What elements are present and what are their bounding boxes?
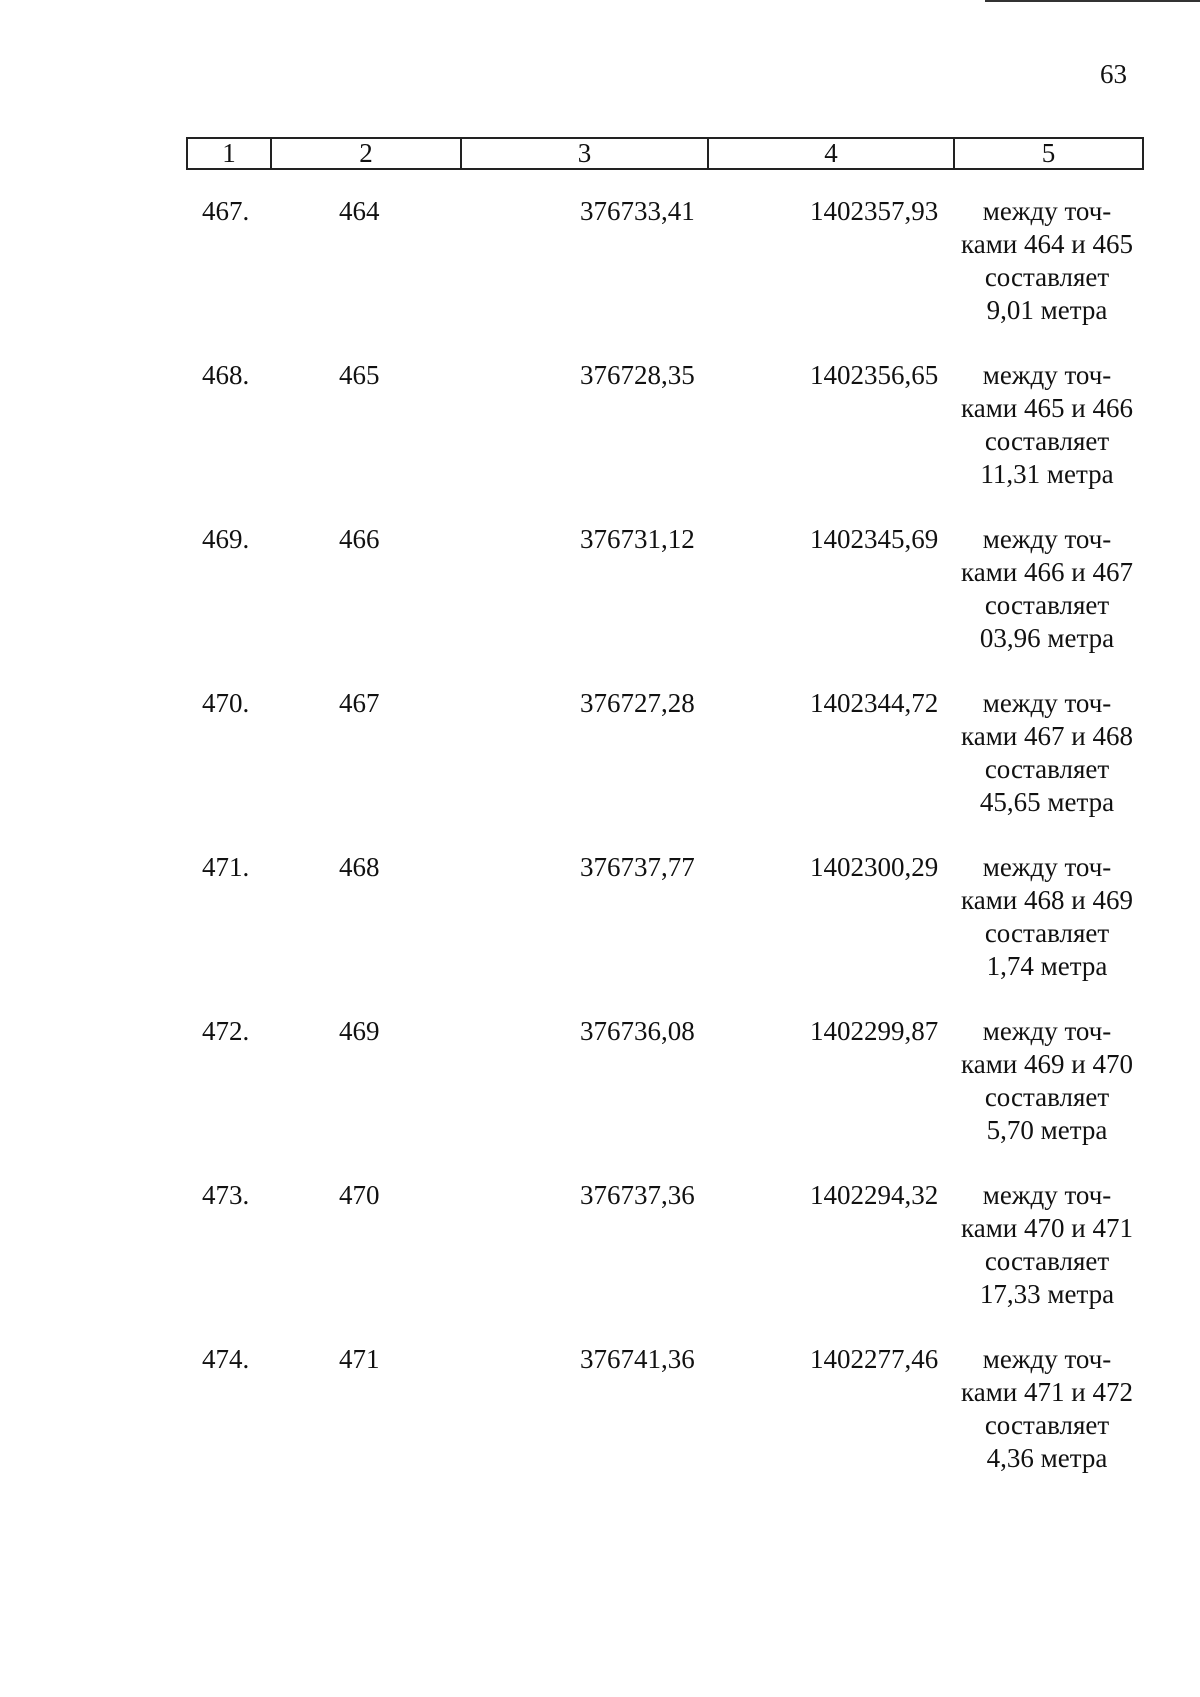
row-number: 473. — [202, 1180, 250, 1210]
header-cell-1: 1 — [188, 139, 272, 168]
x-coordinate: 376731,12 — [580, 524, 695, 554]
table-row — [0, 1015, 1200, 1179]
y-coordinate: 1402345,69 — [810, 524, 939, 554]
description-line: 03,96 метра — [979, 623, 1115, 653]
x-coordinate: 376737,77 — [580, 852, 695, 882]
description-line: между точ- — [982, 524, 1112, 554]
table-body — [0, 195, 1200, 1507]
description-line: составляет — [984, 590, 1110, 620]
point-number: 464 — [339, 196, 380, 226]
description-line: составляет — [984, 754, 1110, 784]
distance-description — [950, 523, 1144, 655]
description-line: между точ- — [982, 1180, 1112, 1210]
description-line: составляет — [984, 426, 1110, 456]
point-number: 467 — [339, 688, 380, 718]
y-coordinate: 1402356,65 — [810, 360, 939, 390]
table-header — [186, 137, 1144, 170]
description-line: составляет — [984, 1410, 1110, 1440]
page-number: 63 — [1100, 59, 1127, 89]
description-line: ками 464 и 465 — [961, 229, 1133, 259]
distance-description — [950, 359, 1144, 491]
y-coordinate: 1402294,32 — [810, 1180, 939, 1210]
description-line: ками 465 и 466 — [961, 393, 1133, 423]
header-cell-3: 3 — [462, 139, 709, 168]
table-row — [0, 523, 1200, 687]
description-line: 17,33 метра — [979, 1279, 1115, 1309]
description-line: составляет — [984, 918, 1110, 948]
row-number: 472. — [202, 1016, 250, 1046]
row-number: 471. — [202, 852, 250, 882]
row-number: 469. — [202, 524, 250, 554]
table-row — [0, 1343, 1200, 1507]
y-coordinate: 1402299,87 — [810, 1016, 939, 1046]
y-coordinate: 1402277,46 — [810, 1344, 939, 1374]
point-number: 468 — [339, 852, 380, 882]
description-line: ками 471 и 472 — [961, 1377, 1133, 1407]
row-number: 467. — [202, 196, 250, 226]
distance-description — [950, 1179, 1144, 1311]
description-line: 4,36 метра — [986, 1443, 1108, 1473]
distance-description — [950, 195, 1144, 327]
description-line: составляет — [984, 262, 1110, 292]
point-number: 466 — [339, 524, 380, 554]
point-number: 471 — [339, 1344, 380, 1374]
description-line: ками 468 и 469 — [961, 885, 1133, 915]
point-number: 469 — [339, 1016, 380, 1046]
description-line: между точ- — [982, 1016, 1112, 1046]
distance-description — [950, 1343, 1144, 1475]
top-rule — [985, 0, 1200, 2]
point-number: 465 — [339, 360, 380, 390]
table-row — [0, 851, 1200, 1015]
x-coordinate: 376733,41 — [580, 196, 695, 226]
description-line: 1,74 метра — [986, 951, 1108, 981]
row-number: 470. — [202, 688, 250, 718]
header-cell-4: 4 — [709, 139, 955, 168]
description-line: составляет — [984, 1246, 1110, 1276]
distance-description — [950, 1015, 1144, 1147]
description-line: между точ- — [982, 688, 1112, 718]
x-coordinate: 376737,36 — [580, 1180, 695, 1210]
x-coordinate: 376736,08 — [580, 1016, 695, 1046]
x-coordinate: 376727,28 — [580, 688, 695, 718]
description-line: 45,65 метра — [979, 787, 1115, 817]
distance-description — [950, 687, 1144, 819]
header-cell-5: 5 — [1041, 138, 1056, 168]
distance-description — [950, 851, 1144, 983]
x-coordinate: 376728,35 — [580, 360, 695, 390]
description-line: между точ- — [982, 196, 1112, 226]
y-coordinate: 1402300,29 — [810, 852, 939, 882]
y-coordinate: 1402344,72 — [810, 688, 939, 718]
table-row — [0, 359, 1200, 523]
point-number: 470 — [339, 1180, 380, 1210]
description-line: 11,31 метра — [980, 459, 1114, 489]
description-line: между точ- — [982, 852, 1112, 882]
description-line: 9,01 метра — [986, 295, 1108, 325]
description-line: ками 470 и 471 — [961, 1213, 1133, 1243]
description-line: ками 466 и 467 — [961, 557, 1133, 587]
row-number: 468. — [202, 360, 250, 390]
table-row — [0, 195, 1200, 359]
x-coordinate: 376741,36 — [580, 1344, 695, 1374]
header-cell-2: 2 — [272, 139, 462, 168]
description-line: составляет — [984, 1082, 1110, 1112]
description-line: ками 467 и 468 — [961, 721, 1133, 751]
table-row — [0, 687, 1200, 851]
description-line: между точ- — [982, 360, 1112, 390]
description-line: между точ- — [982, 1344, 1112, 1374]
row-number: 474. — [202, 1344, 250, 1374]
description-line: ками 469 и 470 — [961, 1049, 1133, 1079]
description-line: 5,70 метра — [986, 1115, 1108, 1145]
y-coordinate: 1402357,93 — [810, 196, 939, 226]
table-row — [0, 1179, 1200, 1343]
